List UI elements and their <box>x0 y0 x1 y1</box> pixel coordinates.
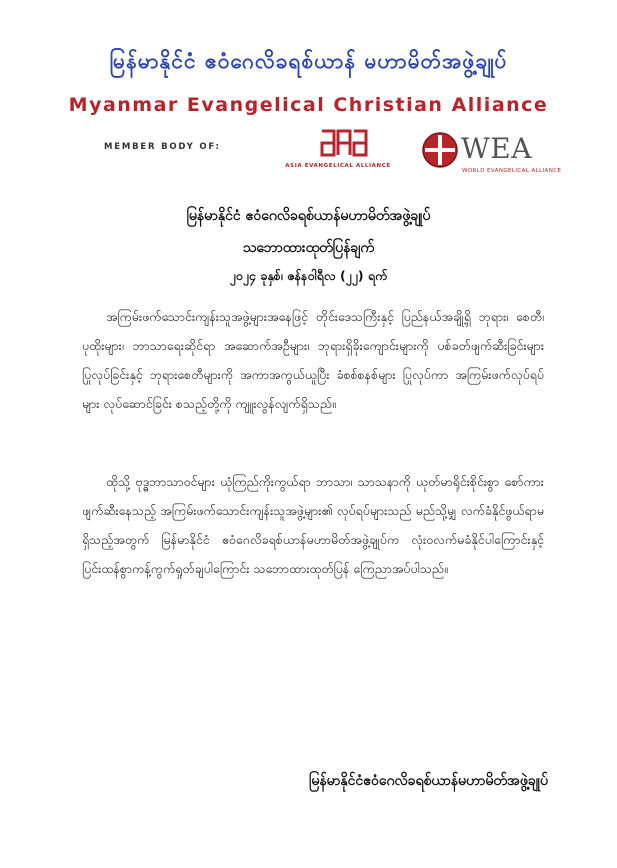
wea-logo-word: WEA <box>461 132 532 165</box>
signature-org: မြန်မာနိုင်ငံဧဝံဂေလိခရစ်ယာန်မဟာမိတ်အဖွဲ့ချုပ် <box>309 773 548 789</box>
wea-globe-icon <box>420 130 460 170</box>
member-body-label: MEMBER BODY OF: <box>104 142 221 152</box>
aea-logo-text: ASIA EVANGELICAL ALLIANCE <box>285 163 391 169</box>
paragraph-1: အကြမ်းဖက်သောင်းကျန်းသူအဖွဲ့များအနေဖြင့် တိုင်းဒေသကြီးနှင့် ပြည်နယ်အချို့ရှိ ဘုရား၊ စေတီ၊ ပုထိုးများ၊ ဘာသာရေးဆိုင်ရာ အဆောက်အဦများ၊ ဘုရားရှိခိုးကျောင်းများကို ပစ်ခတ်ဖျက်ဆီးခြင်းများ ပြုလုပ်ခြင်းနှင့် ဘုရားစေတီများကို အကာအကွယ်ယူပြီး ခံစစ်စနစ်များ ပြုလုပ်ကာ အကြမ်းဖက်လုပ်ရပ်များ လုပ်ဆောင်ခြင်း စသည့်တို့ကို ကျူးလွန်လျက်ရှိသည်။ <box>82 309 544 411</box>
paragraph-2: ထိုသို့ ဗုဒ္ဓဘာသာဝင်များ ယုံကြည်ကိုးကွယ်ရာ ဘာသာ၊ သာသနာကို ယုတ်မာရိုင်းစိုင်းစွာ စော်ကားဖျက်ဆီးနေသည့် အကြမ်းဖက်သောင်းကျန်းသူအဖွဲ့များ၏ လုပ်ရပ်များသည် မည်သို့မျှ လက်ခံနိုင်ဖွယ်ရာမရှိသည့်အတွက် မြန်မာနိုင်ငံ ဧဝံဂေလိခရစ်ယာန်မဟာမိတ်အဖွဲ့ချုပ်က လုံးဝလက်မခံနိုင်ပါကြောင်းနှင့် ပြင်းထန်စွာကန့်ကွက်ရှုတ်ချပါကြောင်း သဘောထားထုတ်ပြန် ကြေညာအပ်ပါသည်။ <box>82 474 544 576</box>
org-name-english: Myanmar Evangelical Christian Alliance <box>68 94 549 116</box>
statement-title-org: မြန်မာနိုင်ငံ ဧဝံဂေလိခရစ်ယာန်မဟာမိတ်အဖွဲ့ချုပ် <box>186 208 431 224</box>
wea-logo <box>418 128 562 178</box>
aea-logo <box>278 125 418 175</box>
org-name-myanmar: မြန်မာနိုင်ငံ ဧဝံဂေလိခရစ်ယာန် မဟာမိတ်အဖွဲ့ချုပ် <box>109 49 508 73</box>
wea-logo-subtext: WORLD EVANGELICAL ALLIANCE <box>462 168 562 174</box>
statement-title: သဘောထားထုတ်ပြန်ချက် <box>242 240 375 256</box>
aea-logo-mark-icon <box>278 125 418 165</box>
statement-date: ၂၀၂၄ ခုနှစ်၊ ဇန်နဝါရီလ (၂၂) ရက် <box>229 268 388 283</box>
